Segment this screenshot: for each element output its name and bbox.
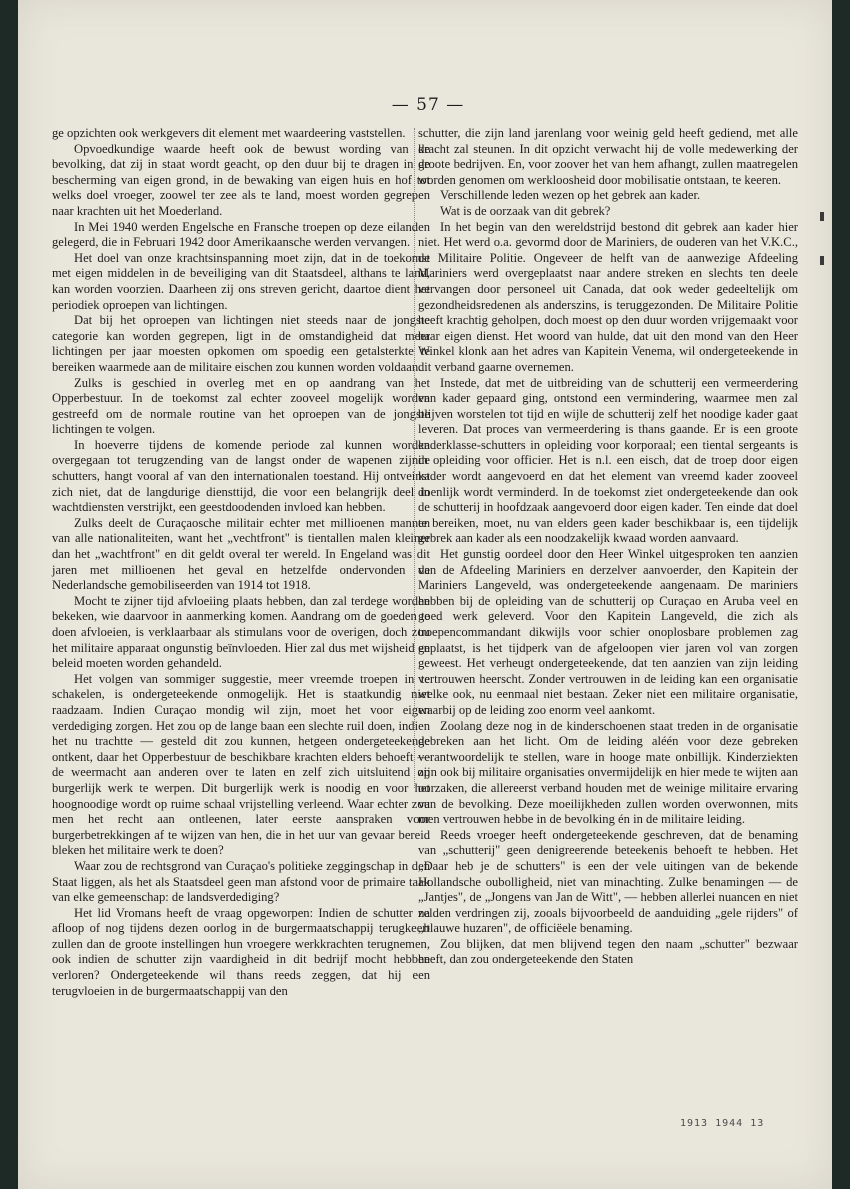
paragraph: Dat bij het oproepen van lichtingen niet steeds naar de jongste categorie kan worden gegrepen, ligt in de omstandigheid dat meer lichtingen per jaar moesten opkomen om spoedig een getalsterkte te bereiken waarmede aan de militaire eischen zou kunnen worden voldaan. [52,313,430,374]
paragraph: Het volgen van sommiger suggestie, meer vreemde troepen in te schakelen, is ondergeteekende onmogelijk. Het is staatkundig niet raadzaam. Indien Curaçao mondig wil zijn, moet het voor eigen verdediging zorgen. Het zou op de lange baan een slechte ruil doen, indien het nu trachtte — gesteld dit zou kunnen, hetgeen ondergeteekende ontkent, daar het Opperbestuur de beschikbare krachten elders behoeft — de weermacht aan anderen over te laten en zelf zich uitsluitend op burgerlijk werk te werpen. Dit burgerlijk werk is noodig en voor het hoognoodige wordt op ruime schaal vrijstelling verleend. Waar echter zou men het recht aan ontleenen, later eerste aanspraken voor burgerbetrekkingen af te wijzen van hen, die in het uur van gevaar bereid bleken het militaire werk te doen? [52,671,430,858]
paragraph: schutter, die zijn land jarenlang voor weinig geld heeft gediend, met alle kracht zal steunen. In dit opzicht verwacht hij de volle medewerking der groote bedrijven. En, voor zoover het van hem afhangt, zullen maatregelen worden genomen om werkloosheid door mobilisatie ontstaan, te keeren. [418,126,798,187]
paragraph: Reeds vroeger heeft ondergeteekende geschreven, dat de benaming van „schutterij" geen denigreerende beteekenis behoeft te hebben. Het „Daar heb je de schutters" is een der vele uitingen van de bekende Hollandsche oubolligheid, niet van minachting. Zulke benamingen — de „Jantjes", de „Jongens van Jan de Witt", — hebben allerlei nuancen en niet zelden verdringen zij, zooals bijvoorbeeld de aanduiding „gele rijders" of „blauwe huzaren", de officiëele benaming. [418,827,798,936]
paragraph: In het begin van den wereldstrijd bestond dit gebrek aan kader hier niet. Het werd o.a. gevormd door de Mariniers, de ouderen van het V.K.C., de Militaire Politie. Ongeveer de helft van de aanwezige Afdeeling Mariniers werd overgeplaatst naar andere streken en slechts ten deele vervangen door personeel uit Canada, dat ook weder gedeeltelijk om gezondheidsredenen als anderszins, is teruggezonden. De Militaire Politie heeft krachtig geholpen, doch moest op den duur worden vrijgemaakt voor haar eigen dienst. Het woord van hulde, dat uit den mond van den Heer Winkel klonk aan het adres van Kapitein Venema, wil ondergeteekende in dit verband gaarne overnemen. [418,219,798,374]
paragraph: Zou blijken, dat men blijvend tegen den naam „schutter" bezwaar heeft, dan zou ondergeteekende den Staten [418,936,798,967]
paragraph: Mocht te zijner tijd afvloeiing plaats hebben, dan zal terdege worden bekeken, wie daarvoor in aanmerking komen. Aandrang om de goeden te doen afvloeien, is verklaarbaar als stimulans voor de overigen, doch zou het militaire apparaat ongunstig beïnvloeden. Hier zal dus met wijsheid en beleid moeten worden gehandeld. [52,593,430,671]
paragraph: Opvoedkundige waarde heeft ook de bewust wording van de bevolking, dat zij in staat wordt geacht, op den duur bij te dragen in de bescherming van eigen grond, in de bewaking van eigen huis en hof tot welks doel vroeger, zoowel ter zee als te land, moest worden gegrepen naar krachten uit het Moederland. [52,141,430,218]
paragraph: Verschillende leden wezen op het gebrek aan kader. [440,188,701,203]
archive-footer-mark: 1913 1944 13 [680,1118,765,1129]
column-divider [414,128,415,788]
margin-mark [820,256,824,265]
paragraph: Het gunstig oordeel door den Heer Winkel uitgesproken ten aanzien van de Afdeeling Mariniers en derzelver aanvoerder, den Kapitein der Mariniers Langeveld, was ondergeteekende aangenaam. De mariniers hebben bij de opleiding van de schutterij op Curaçao en Aruba veel en goed werk geleverd. Voor den Kapitein Langeveld, die zich als troepencommandant dikwijls voor schier onoplosbare problemen zag geplaatst, is het tijdperk van de afgeloopen vier jaren vol van zorgen geweest. Het verheugt ondergeteekende, dat ten aanzien van zijn leiding vertrouwen heerscht. Zonder vertrouwen in de leiding kan een organisatie welke ook, nu eenmaal niet bestaan. Zeker niet een militaire organisatie, waarbij op de leiding zoo enorm veel aankomt. [418,547,798,717]
paragraph: Wat is de oorzaak van dit gebrek? [440,203,611,218]
paragraph: ge opzichten ook werkgevers dit element met waardeering vaststellen. [52,126,406,140]
paragraph: In Mei 1940 werden Engelsche en Fransche troepen op deze eilanden gelegerd, die in Februari 1942 door Amerikaansche werden vervangen. [52,219,430,250]
left-column [52,126,430,999]
paragraph: Zoolang deze nog in de kinderschoenen staat treden in de organisatie gebreken aan het licht. Om de leiding aléén voor deze gebreken verantwoordelijk te stellen, ware in hooge mate onbillijk. Kinderziekten zijn ook bij militaire organisaties onvermijdelijk en hier mede te wijten aan oorzaken, die allereerst verband houden met de weinige militaire ervaring van de bevolking. Deze moeilijkheden zullen worden overwonnen, mits men vertrouwen hebbe in de bevolking én in de militaire leiding. [418,718,798,827]
margin-mark [820,212,824,221]
paragraph: Het doel van onze krachtsinspanning moet zijn, dat in de toekomst met eigen middelen in de beveiliging van dit Staatsdeel, althans te land, kan worden voorzien. Daarheen zij ons streven gericht, daartoe dient het periodiek oproepen van lichtingen. [52,250,430,312]
page-number: — 57 — [391,95,465,115]
paragraph: In hoeverre tijdens de komende periode zal kunnen worden overgegaan tot terugzending van de langst onder de wapenen zijnde schutters, hangt vooral af van den internationalen toestand. Hij ontveinst zich niet, dat de langdurige diensttijd, die voor een belangrijk deel in wachtdiensten verstrijkt, een geestdoodenden invloed kan hebben. [52,437,430,515]
document-page [18,0,832,1189]
paragraph: Instede, dat met de uitbreiding van de schutterij een vermeerdering van kader gepaard ging, ontstond een vermindering, waarmee men zal blijven worstelen tot tijd en wijle de schutterij zelf het noodige kader gaat leveren. Dat proces van vermeerdering is thans gaande. Er is een groote kaderklasse-schutters in opleiding voor korporaal; een tiental sergeants is in opleiding voor officier. Het is n.l. een eisch, dat de troep door eigen kader wordt aangevoerd en dat het element van vreemd kader zooveel doenlijk wordt verminderd. In de toekomst ziet ondergeteekende dan ook de schutterij in hoofdzaak aangevoerd door eigen kader. Ten einde dat doel te bereiken, moet, nu van elders geen kader beschikbaar is, een tijdelijk gebrek aan kader als een noodzakelijk kwaad worden aanvaard. [418,375,798,546]
paragraph: Het lid Vromans heeft de vraag opgeworpen: Indien de schutter na afloop of nog tijdens dezen oorlog in de burgermaatschappij terugkeert zullen dan de groote instellingen hun vroegere werkkrachten terugnemen, ook indien de schutter zijn vaardigheid in dit bedrijf mocht hebben verloren? Ondergeteekende wil thans reeds zeggen, dat hij een terugvloeien in de burgermaatschappij van den [52,905,430,998]
paragraph: Waar zou de rechtsgrond van Curaçao's politieke zeggingschap in den Staat liggen, als het als Staatsdeel geen man afstond voor de primaire taak van elke gemeenschap: de landsverdediging? [52,858,430,905]
paragraph: Zulks deelt de Curaçaosche militair echter met millioenen mannen van alle nationaliteiten, want het „vechtfront" is tientallen malen kleiner dan het „wachtfront" en dit geldt overal ter wereld. In Engeland was dit jaren met millioenen het geval en hetzelfde ondervonden de Nederlandsche gemobiliseerden van 1914 tot 1918. [52,515,430,593]
paragraph: Zulks is geschied in overleg met en op aandrang van het Opperbestuur. In de toekomst zal echter zooveel mogelijk worden gestreefd om de normale routine van het oproepen van de jongste lichtingen te volgen. [52,375,430,437]
right-column [418,126,798,968]
